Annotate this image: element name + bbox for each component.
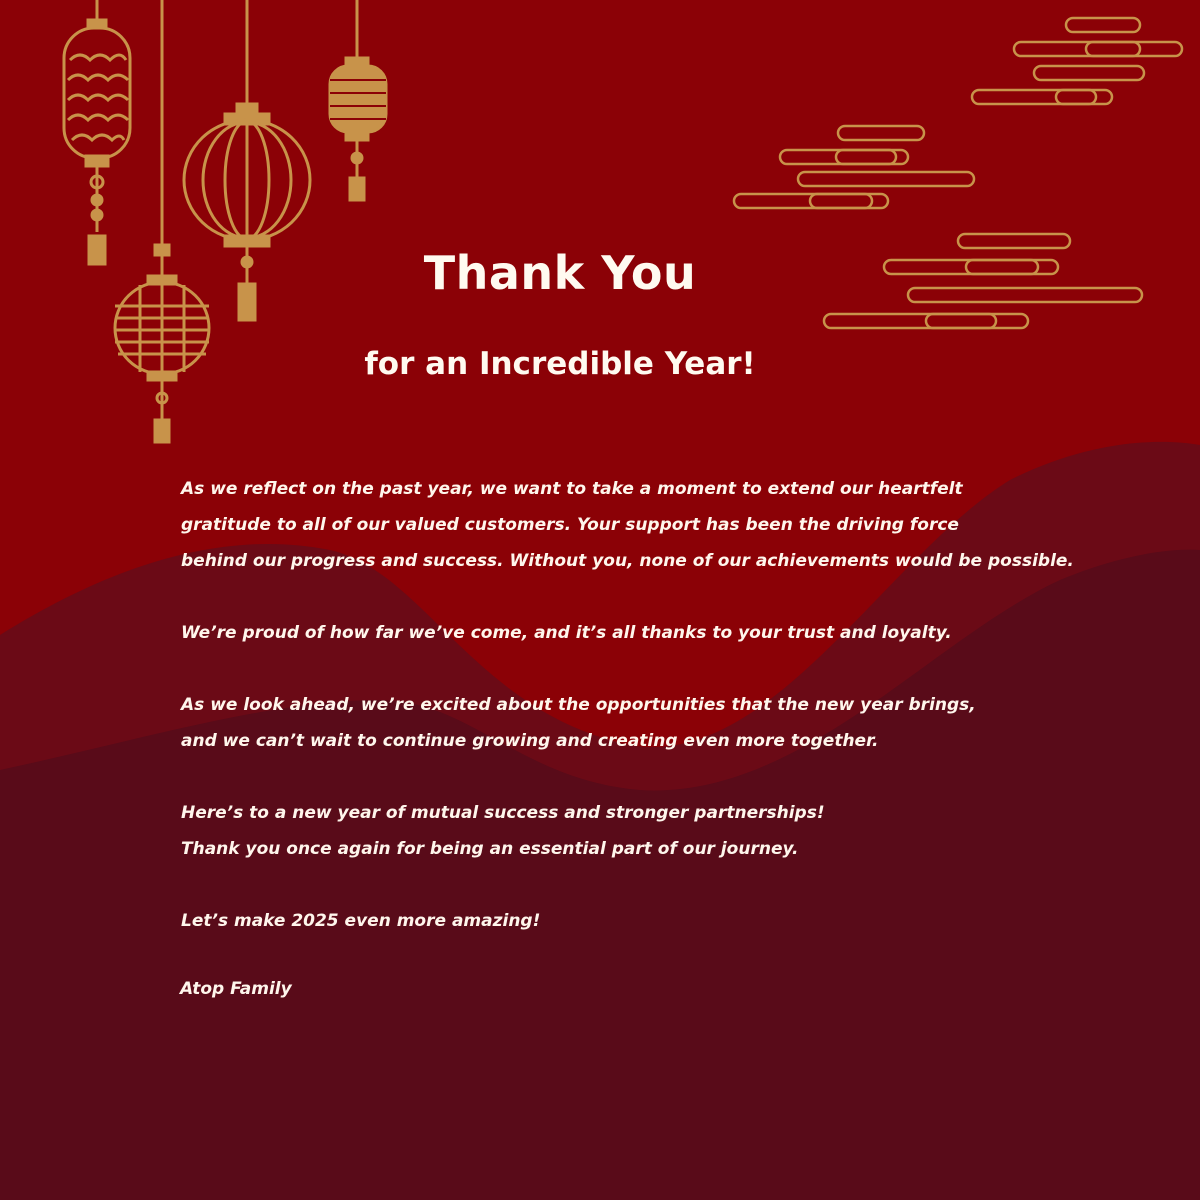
message-line: Let’s make 2025 even more amazing! — [181, 911, 541, 931]
message-line: Thank you once again for being an essential part of our journey. — [181, 839, 799, 859]
message-paragraph — [181, 615, 1141, 651]
message-line: As we reflect on the past year, we want to take a moment to extend our heartfelt — [181, 479, 963, 499]
message-paragraph — [181, 903, 1141, 939]
message-body — [181, 471, 1141, 975]
message-line: and we can’t wait to continue growing and creating even more together. — [181, 731, 879, 751]
page-subtitle: for an Incredible Year! — [364, 346, 756, 382]
signature: Atop Family — [180, 979, 292, 999]
message-paragraph — [181, 471, 1141, 579]
message-line: gratitude to all of our valued customers. Your support has been the driving force — [181, 515, 959, 535]
message-paragraph — [181, 687, 1141, 759]
message-paragraph — [181, 795, 1141, 867]
message-line: Here’s to a new year of mutual success and stronger partnerships! — [181, 803, 825, 823]
message-line: As we look ahead, we’re excited about the opportunities that the new year brings, — [181, 695, 976, 715]
page-title: Thank You — [423, 246, 697, 300]
message-line: We’re proud of how far we’ve come, and it’s all thanks to your trust and loyalty. — [181, 623, 952, 643]
message-line: behind our progress and success. Without you, none of our achievements would be possible. — [181, 551, 1074, 571]
